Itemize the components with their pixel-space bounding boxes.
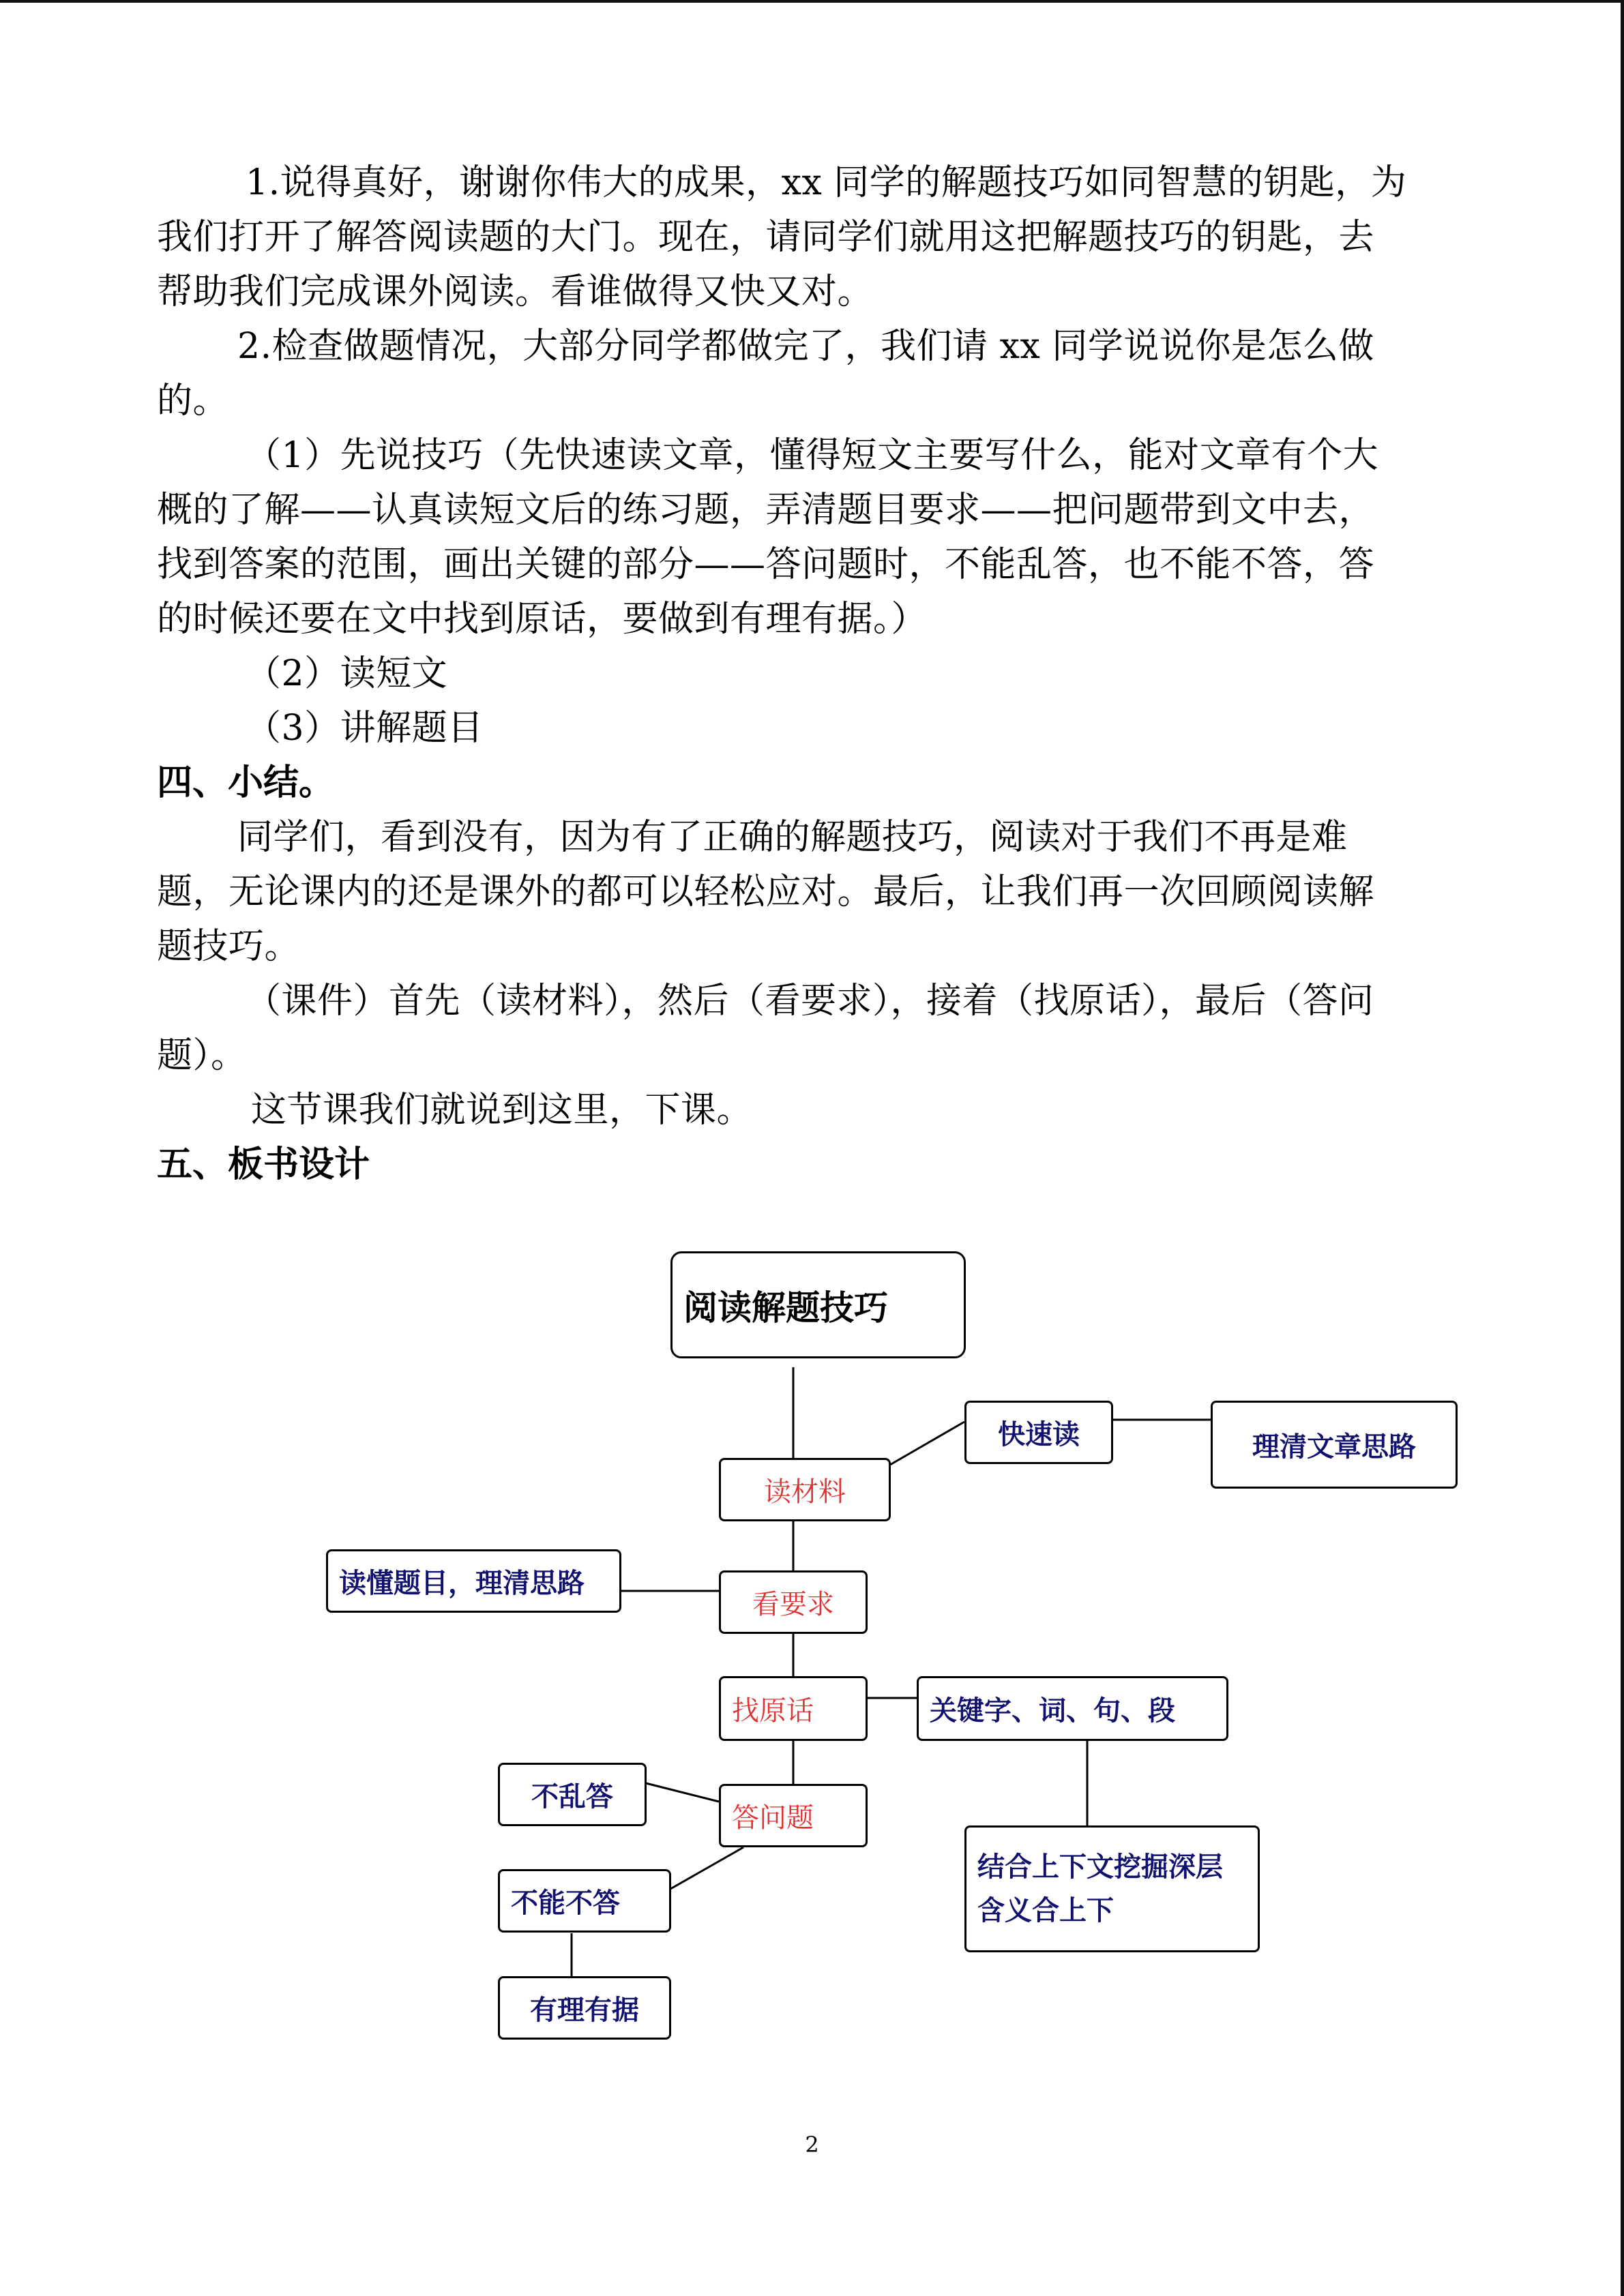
note-box-context-dig	[964, 1825, 1260, 1952]
note-box-reasonable	[498, 1976, 671, 2040]
note-box-no-random	[498, 1763, 647, 1826]
section-heading-board-design: 五、板书设计	[157, 1144, 370, 1185]
step-label: 看要求	[752, 1589, 834, 1620]
step-box-find-original	[719, 1676, 868, 1741]
diagram-title-box	[670, 1251, 966, 1358]
paragraph-line: 2.检查做题情况，大部分同学都做完了，我们请 xx 同学说说你是怎么做	[237, 326, 1374, 367]
note-label: 有理有据	[530, 1995, 639, 2026]
note-label: 读懂题目，理清思路	[339, 1568, 585, 1599]
step-label: 找原话	[732, 1695, 814, 1727]
note-box-quick-read	[964, 1401, 1113, 1464]
diagram-title: 阅读解题技巧	[683, 1287, 888, 1328]
paragraph-line: 题，无论课内的还是课外的都可以轻松应对。最后，让我们再一次回顾阅读解	[157, 871, 1375, 912]
step-box-answer	[719, 1784, 868, 1847]
note-box-keywords	[917, 1676, 1228, 1741]
note-label: 关键字、词、句、段	[930, 1695, 1175, 1727]
page-number: 2	[805, 2132, 819, 2158]
note-box-must-answer	[498, 1869, 671, 1933]
connector-answer-must	[670, 1847, 743, 1889]
paragraph-line: 题）。	[157, 1035, 247, 1076]
paragraph-line: 同学们，看到没有，因为有了正确的解题技巧，阅读对于我们不再是难	[237, 817, 1348, 858]
step-box-see-requirements	[719, 1570, 868, 1634]
paragraph-line: （课件）首先（读材料），然后（看要求），接着（找原话），最后（答问	[246, 981, 1374, 1022]
note-label: 理清文章思路	[1252, 1431, 1416, 1463]
connector-read-quick	[890, 1422, 964, 1465]
paragraph-line: 这节课我们就说到这里，下课。	[251, 1090, 753, 1131]
paragraph-line: （2）读短文	[246, 653, 448, 694]
paragraph-line: （1）先说技巧（先快速读文章，懂得短文主要写什么，能对文章有个大	[246, 435, 1379, 476]
paragraph-line: 题技巧。	[157, 926, 301, 967]
paragraph-line: 找到答案的范围，画出关键的部分——答问题时，不能乱答，也不能不答，答	[157, 544, 1375, 585]
note-box-understand-question	[326, 1549, 621, 1613]
note-box-clarify-article	[1211, 1401, 1458, 1489]
paragraph-line: 概的了解——认真读短文后的练习题，弄清题目要求——把问题带到文中去，	[157, 490, 1375, 531]
step-box-read-material	[719, 1458, 891, 1521]
note-label: 结合上下文挖掘深层含义合上下	[977, 1851, 1223, 1926]
note-label: 快速读	[998, 1419, 1080, 1450]
note-label: 不乱答	[531, 1781, 613, 1813]
connector-norandom-answer	[646, 1783, 719, 1802]
step-label: 读材料	[764, 1476, 846, 1508]
paragraph-line: （3）讲解题目	[246, 708, 484, 749]
paragraph-line: 1.说得真好，谢谢你伟大的成果，xx 同学的解题技巧如同智慧的钥匙，为	[246, 162, 1407, 203]
section-heading-summary: 四、小结。	[157, 762, 335, 803]
paragraph-line: 帮助我们完成课外阅读。看谁做得又快又对。	[157, 271, 874, 312]
note-label: 不能不答	[511, 1888, 620, 1919]
paragraph-line: 的。	[157, 381, 229, 421]
paragraph-line: 的时候还要在文中找到原话，要做到有理有据。）	[157, 599, 928, 640]
paragraph-line: 我们打开了解答阅读题的大门。现在，请同学们就用这把解题技巧的钥匙，去	[157, 217, 1375, 258]
step-label: 答问题	[732, 1802, 814, 1834]
